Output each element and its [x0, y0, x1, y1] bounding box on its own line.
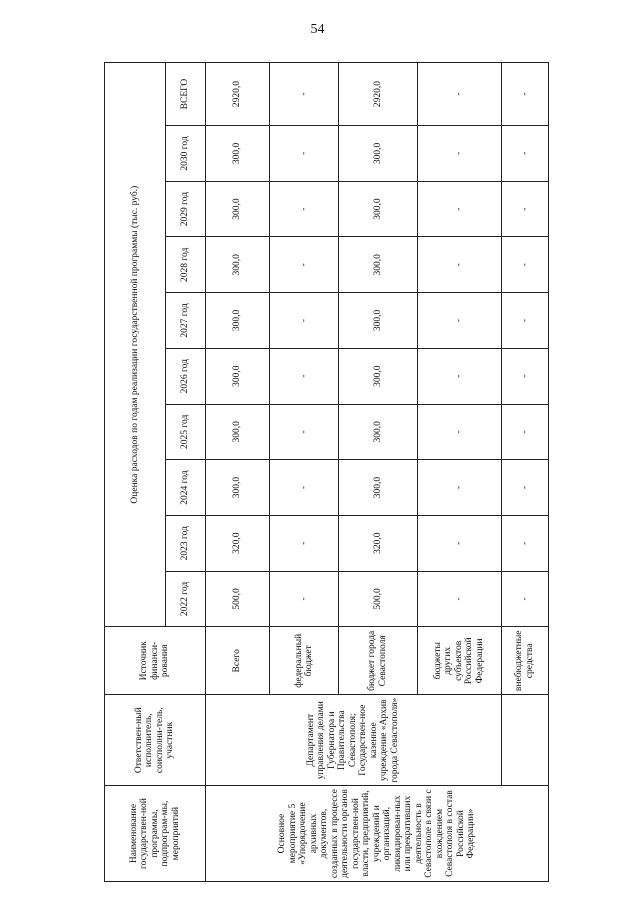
amount-cell: 300,0 [339, 293, 418, 349]
year-header: 2026 год [165, 348, 205, 404]
amount-cell: 300,0 [339, 404, 418, 460]
year-header: 2030 год [165, 126, 205, 182]
amount-cell: - [417, 293, 501, 349]
amount-cell: 300,0 [205, 181, 270, 237]
amount-cell: 300,0 [205, 460, 270, 516]
amount-cell: 2920,0 [205, 63, 270, 126]
amount-cell: - [501, 571, 548, 627]
amount-cell: 300,0 [205, 404, 270, 460]
amount-cell: 300,0 [205, 348, 270, 404]
empty-cell [501, 695, 548, 786]
amount-cell: 300,0 [205, 126, 270, 182]
amount-cell: - [270, 404, 339, 460]
table-row [205, 63, 270, 882]
year-header: 2025 год [165, 404, 205, 460]
amount-cell: 300,0 [339, 126, 418, 182]
amount-cell: 500,0 [205, 571, 270, 627]
amount-cell: - [501, 237, 548, 293]
amount-cell: - [501, 126, 548, 182]
amount-cell: 300,0 [205, 237, 270, 293]
amount-cell: - [270, 126, 339, 182]
amount-cell: - [501, 63, 548, 126]
amount-cell: - [270, 237, 339, 293]
amount-cell: - [501, 515, 548, 571]
amount-cell: - [417, 237, 501, 293]
amount-cell: - [417, 181, 501, 237]
year-header: 2023 год [165, 515, 205, 571]
header-estimate: Оценка расходов по годам реализации государственной программы (тыс. руб.) [105, 63, 166, 627]
year-header: ВСЕГО [165, 63, 205, 126]
rotated-table-container [104, 62, 549, 882]
header-name: Наименование государствен-ной программы, подпрограм-мы, мероприятий [105, 786, 206, 882]
amount-cell: - [501, 404, 548, 460]
year-header: 2027 год [165, 293, 205, 349]
year-header: 2029 год [165, 181, 205, 237]
table-row [501, 63, 548, 882]
funding-source: бюджеты других субъектов Российской Федерации [417, 627, 501, 695]
amount-cell: - [270, 515, 339, 571]
amount-cell: - [270, 63, 339, 126]
measure-name: Основное мероприятие 5 «Упорядочение архивных документов, созданных в процессе деятельности органов государствен-ной власти, предприятий, учреждений и организаций, ликвидирован-ных или прекративших деятельность в Севастополе в связи с вхождением Севастополя в состав Российской Федерации» [205, 786, 548, 882]
amount-cell: - [270, 571, 339, 627]
year-header: 2022 год [165, 571, 205, 627]
amount-cell: - [501, 293, 548, 349]
amount-cell: - [417, 515, 501, 571]
amount-cell: - [501, 181, 548, 237]
amount-cell: 300,0 [339, 460, 418, 516]
amount-cell: 320,0 [339, 515, 418, 571]
funding-source: внебюджетные средства [501, 627, 548, 695]
year-header: 2024 год [165, 460, 205, 516]
year-header: 2028 год [165, 237, 205, 293]
amount-cell: 500,0 [339, 571, 418, 627]
funding-source: бюджет города Севастополя [339, 627, 418, 695]
amount-cell: - [417, 571, 501, 627]
responsible-executor: Департамент управления делами Губернатора и Правительства Севастополя; Государствен-ное казенное учреждение «Архив города Севастополя» [205, 695, 501, 786]
budget-table [104, 62, 549, 882]
amount-cell: - [417, 460, 501, 516]
funding-source: федеральный бюджет [270, 627, 339, 695]
amount-cell: - [270, 181, 339, 237]
amount-cell: - [417, 348, 501, 404]
amount-cell: - [270, 293, 339, 349]
funding-source: Всего [205, 627, 270, 695]
amount-cell: 300,0 [339, 348, 418, 404]
amount-cell: - [270, 460, 339, 516]
amount-cell: 300,0 [339, 181, 418, 237]
amount-cell: 2920,0 [339, 63, 418, 126]
page-number: 54 [310, 22, 325, 37]
amount-cell: - [501, 460, 548, 516]
header-source: Источник финанси-рования [105, 627, 206, 695]
amount-cell: - [417, 404, 501, 460]
amount-cell: - [501, 348, 548, 404]
amount-cell: - [417, 63, 501, 126]
amount-cell: 300,0 [339, 237, 418, 293]
amount-cell: - [417, 126, 501, 182]
amount-cell: - [270, 348, 339, 404]
amount-cell: 300,0 [205, 293, 270, 349]
amount-cell: 320,0 [205, 515, 270, 571]
header-executor: Ответствен-ный исполнитель, соисполни-тель, участник [105, 695, 206, 786]
